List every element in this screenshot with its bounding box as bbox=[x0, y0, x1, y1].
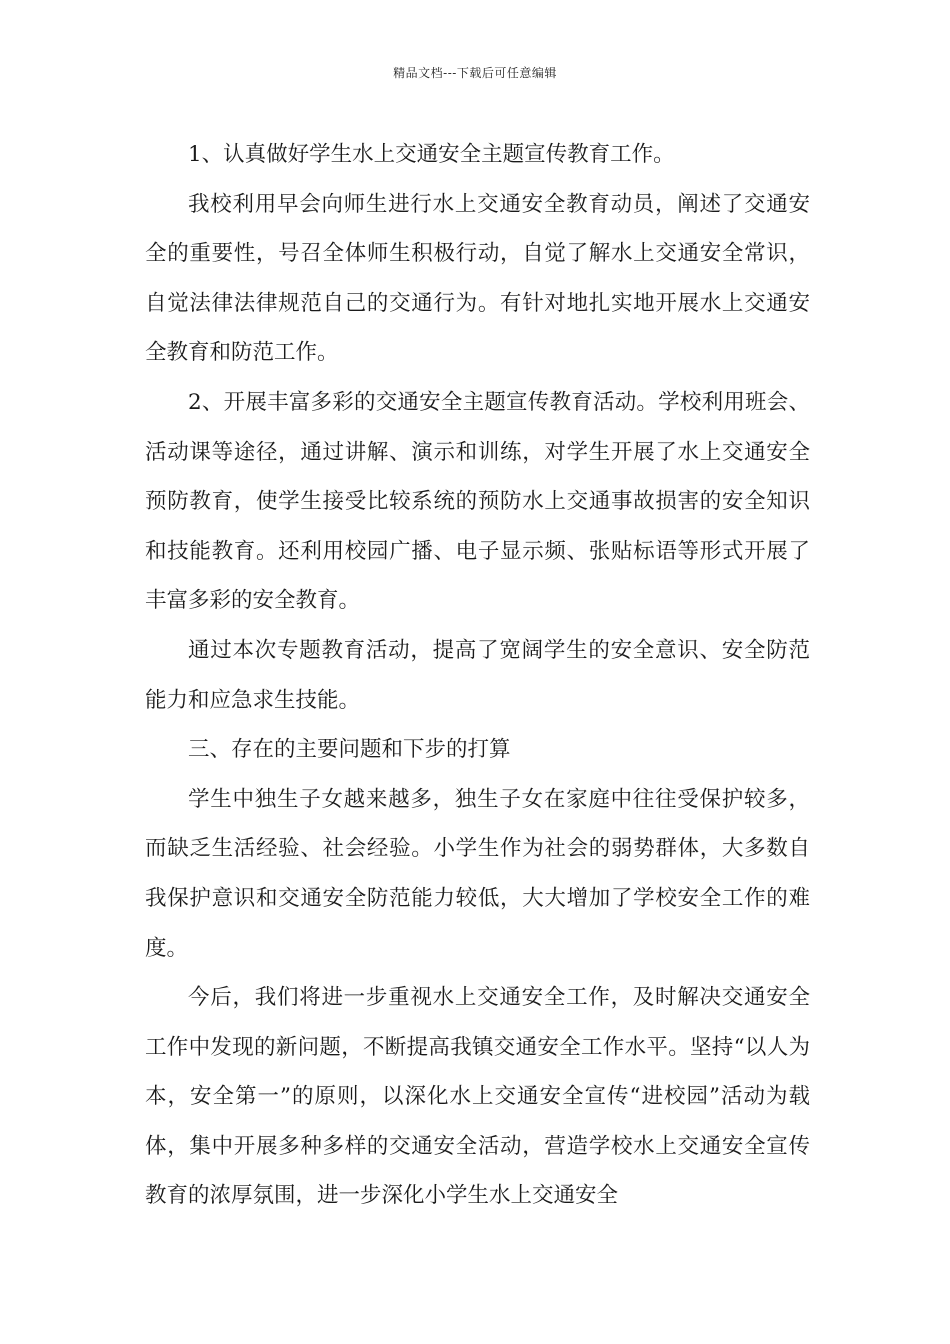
paragraph-3: 2、开展丰富多彩的交通安全主题宣传教育活动。学校利用班会、活动课等途径，通过讲解、演示和训练，对学生开展了水上交通安全预防教育，使学生接受比较系统的预防水上交通事故损害的安全知识和技能教育。还利用校园广播、电子显示频、张贴标语等形式开展了丰富多彩的安全教育。 bbox=[145, 389, 810, 614]
document-body bbox=[145, 130, 810, 1221]
paragraph-4: 通过本次专题教育活动，提高了宽阔学生的安全意识、安全防范能力和应急求生技能。 bbox=[145, 637, 810, 713]
paragraph-5: 学生中独生子女越来越多，独生子女在家庭中往往受保护较多，而缺乏生活经验、社会经验。小学生作为社会的弱势群体，大多数自我保护意识和交通安全防范能力较低，大大增加了学校安全工作的难度。 bbox=[145, 786, 810, 961]
paragraph-2: 我校利用早会向师生进行水上交通安全教育动员，阐述了交通安全的重要性，号召全体师生积极行动，自觉了解水上交通安全常识，自觉法律法律规范自己的交通行为。有针对地扎实地开展水上交通安全教育和防范工作。 bbox=[145, 191, 810, 366]
paragraph-1: 1、认真做好学生水上交通安全主题宣传教育工作。 bbox=[188, 142, 675, 167]
page-header: 精品文档---下载后可任意编辑 bbox=[393, 66, 557, 80]
paragraph-6: 今后，我们将进一步重视水上交通安全工作，及时解决交通安全工作中发现的新问题，不断提高我镇交通安全工作水平。坚持“以人为本，安全第一”的原则，以深化水上交通安全宣传“进校园”活动为载体，集中开展多种多样的交通安全活动，营造学校水上交通安全宣传教育的浓厚氛围，进一步深化小学生水上交通安全 bbox=[145, 985, 810, 1209]
section-heading: 三、存在的主要问题和下步的打算 bbox=[188, 737, 511, 763]
